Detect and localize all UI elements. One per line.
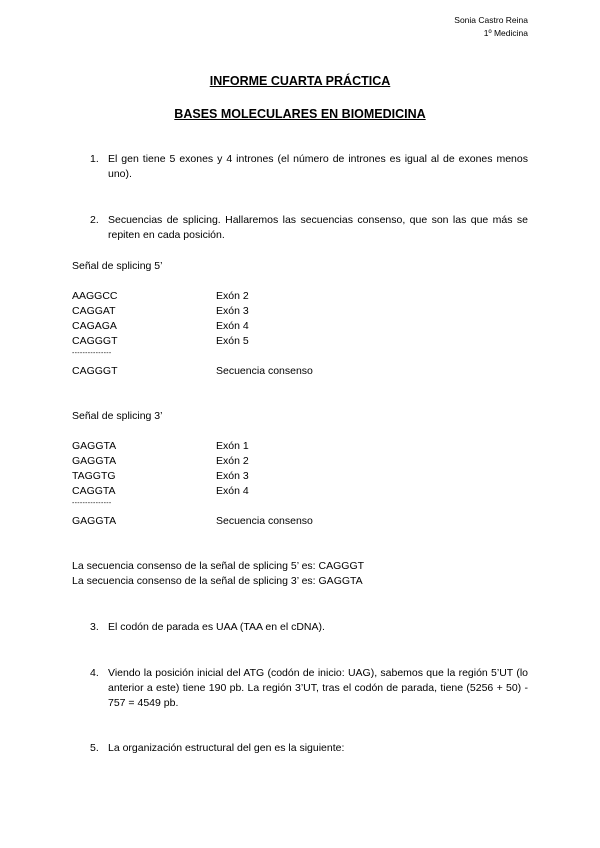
list-number: 3. (90, 621, 99, 633)
exon-label: Exón 5 (216, 335, 249, 347)
sequence: GAGGTA (72, 455, 117, 467)
list-item-3 (90, 620, 528, 635)
exon-label: Exón 3 (216, 305, 249, 317)
splice5-consensus (72, 364, 472, 379)
author-name: Sonia Castro Reina (454, 15, 528, 25)
list-text: Secuencias de splicing. Hallaremos las secuencias consenso, que son las que más se repiten en cada posición. (108, 214, 528, 241)
splice3-consensus (72, 514, 472, 529)
sequence: TAGGTG (72, 470, 116, 482)
summary-line-3: La secuencia consenso de la señal de splicing 3’ es: GAGGTA (72, 575, 363, 587)
consensus-label: Secuencia consenso (216, 365, 313, 377)
sequence: CAGAGA (72, 320, 117, 332)
list-text: El gen tiene 5 exones y 4 intrones (el número de intrones es igual al de exones menos uno). (108, 153, 528, 180)
splice5-row (72, 304, 472, 319)
sequence: AAGGCC (72, 290, 118, 302)
list-item-5 (90, 741, 528, 756)
exon-label: Exón 1 (216, 440, 249, 452)
exon-label: Exón 2 (216, 455, 249, 467)
sequence: CAGGAT (72, 305, 116, 317)
sequence: CAGGGT (72, 335, 118, 347)
consensus-label: Secuencia consenso (216, 515, 313, 527)
exon-label: Exón 3 (216, 470, 249, 482)
list-number: 5. (90, 742, 99, 754)
exon-label: Exón 4 (216, 485, 249, 497)
list-number: 4. (90, 667, 99, 679)
list-item-1 (90, 152, 528, 182)
splice3-row (72, 469, 472, 484)
list-number: 2. (90, 214, 99, 226)
subtitle: BASES MOLECULARES EN BIOMEDICINA (174, 107, 426, 121)
separator-dashes: --------------- (72, 500, 112, 507)
list-text: Viendo la posición inicial del ATG (codón de inicio: UAG), sabemos que la región 5’UT (lo anterior a este) tiene 190 pb. La región 3’UT, tras el codón de parada, tiene (5256 + 50) - 757 = 4549 pb. (108, 667, 528, 709)
splice3-row (72, 439, 472, 454)
summary-line-5: La secuencia consenso de la señal de splicing 5’ es: CAGGGT (72, 560, 365, 572)
sequence: GAGGTA (72, 440, 117, 452)
exon-label: Exón 2 (216, 290, 249, 302)
splice3-row (72, 454, 472, 469)
sequence: CAGGGT (72, 365, 118, 377)
list-item-2 (90, 213, 528, 243)
list-number: 1. (90, 153, 99, 165)
splice3-row (72, 484, 472, 499)
sequence: GAGGTA (72, 515, 117, 527)
exon-label: Exón 4 (216, 320, 249, 332)
main-title: INFORME CUARTA PRÁCTICA (209, 74, 391, 88)
splice5-row (72, 319, 472, 334)
page-header (454, 14, 528, 40)
list-item-4 (90, 666, 528, 711)
separator-dashes: --------------- (72, 350, 112, 357)
splice3-heading: Señal de splicing 3’ (72, 410, 163, 422)
splice5-heading: Señal de splicing 5’ (72, 260, 163, 272)
splice5-row (72, 289, 472, 304)
list-text: El codón de parada es UAA (TAA en el cDNA). (108, 621, 325, 633)
sequence: CAGGTA (72, 485, 116, 497)
splice5-row (72, 334, 472, 349)
list-text: La organización estructural del gen es la siguiente: (108, 742, 345, 754)
course-name: 1º Medicina (483, 28, 528, 38)
